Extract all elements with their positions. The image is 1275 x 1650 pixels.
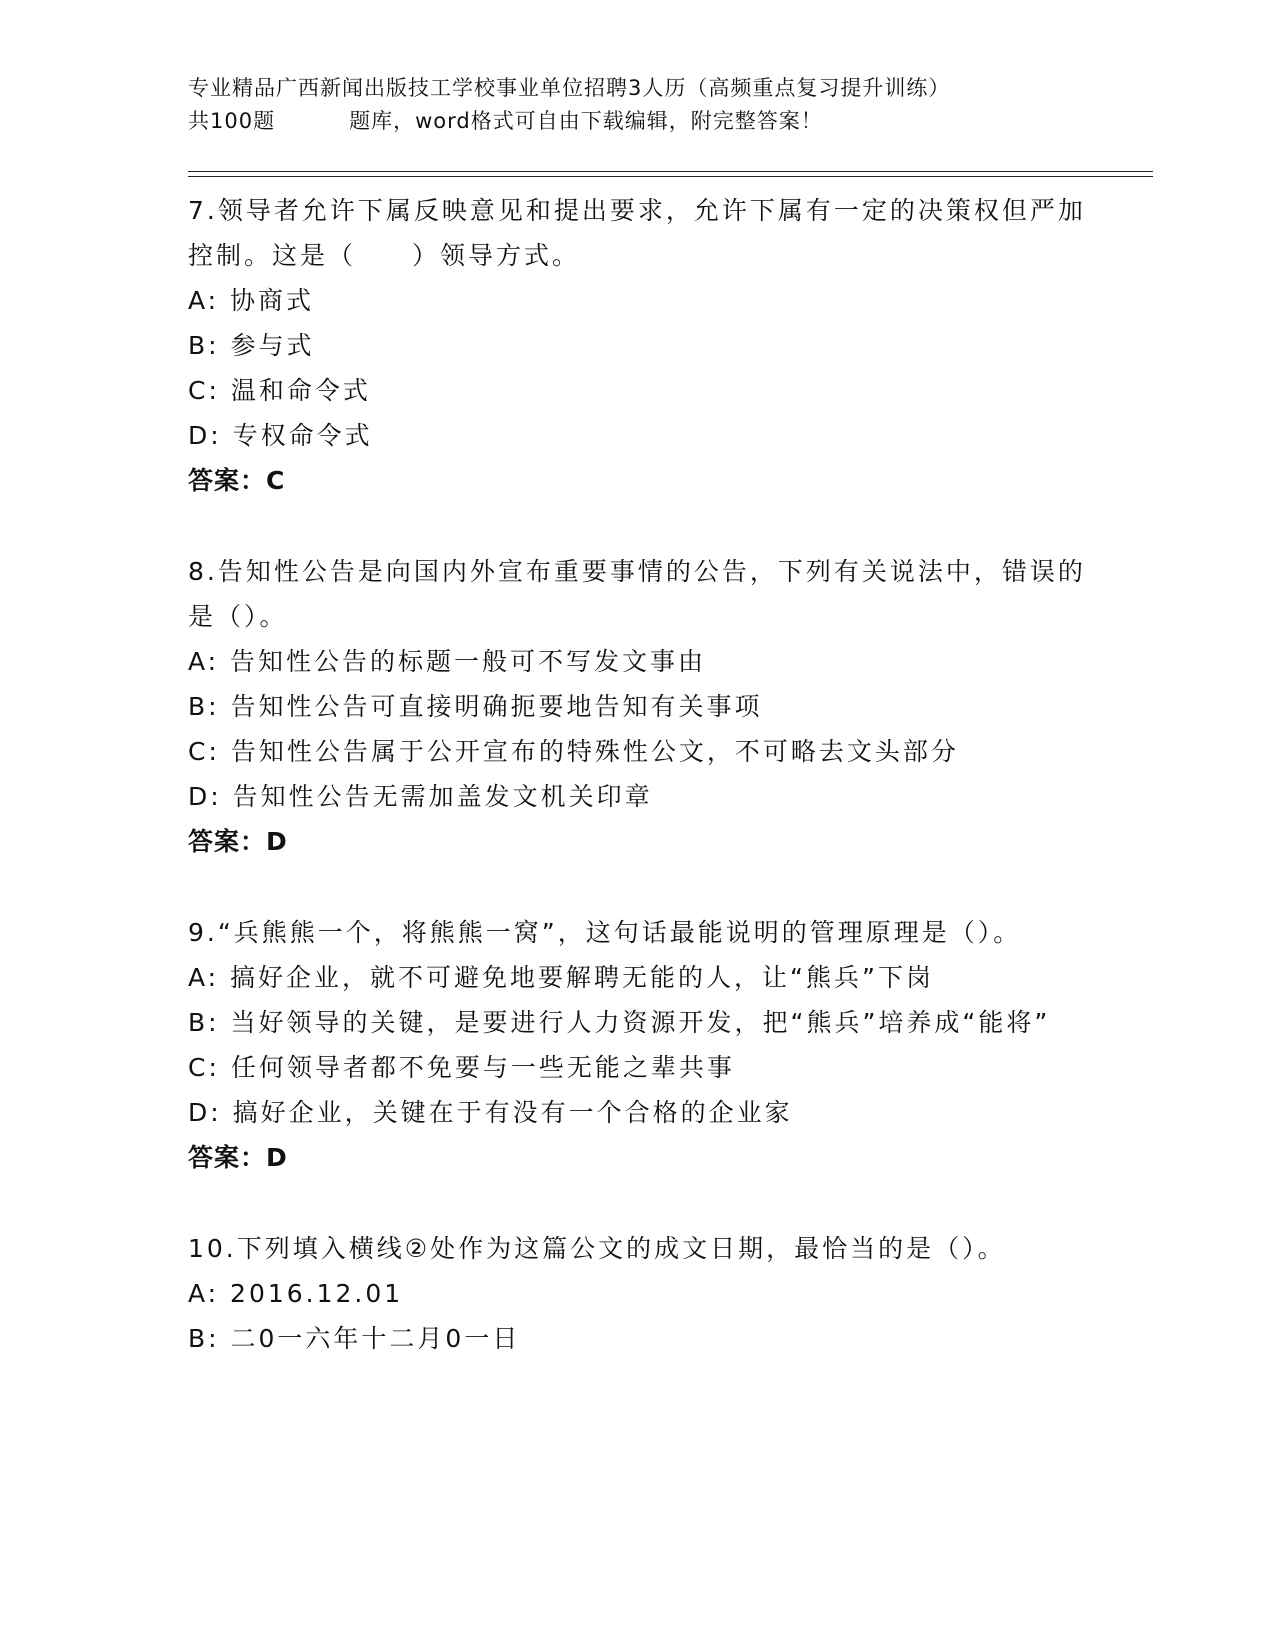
option-d: D: 专权命令式 bbox=[188, 421, 373, 450]
option-c: C: 告知性公告属于公开宣布的特殊性公文，不可略去文头部分 bbox=[188, 737, 959, 766]
answer: 答案：D bbox=[188, 1143, 288, 1172]
option-c: C: 任何领导者都不免要与一些无能之辈共事 bbox=[188, 1053, 735, 1082]
question-list bbox=[188, 188, 1088, 1406]
question-7 bbox=[188, 188, 1088, 504]
option-b: B: 当好领导的关键，是要进行人力资源开发，把“熊兵”培养成“能将” bbox=[188, 1008, 1051, 1037]
option-d: D: 搞好企业，关键在于有没有一个合格的企业家 bbox=[188, 1098, 793, 1127]
option-b: B: 告知性公告可直接明确扼要地告知有关事项 bbox=[188, 692, 763, 721]
header-question-count: 共100题 bbox=[188, 109, 276, 133]
header-divider-top bbox=[188, 171, 1153, 172]
question-stem: 10.下列填入横线②处作为这篇公文的成文日期，最恰当的是（）。 bbox=[188, 1234, 1006, 1263]
question-9 bbox=[188, 910, 1088, 1181]
header-title: 专业精品广西新闻出版技工学校事业单位招聘3人历（高频重点复习提升训练） bbox=[188, 76, 951, 100]
document-header bbox=[188, 72, 1088, 138]
header-divider-bottom bbox=[188, 176, 1153, 177]
option-b: B: 二0一六年十二月0一日 bbox=[188, 1324, 521, 1353]
answer: 答案：D bbox=[188, 827, 288, 856]
question-10 bbox=[188, 1226, 1088, 1361]
question-stem: 7.领导者允许下属反映意见和提出要求，允许下属有一定的决策权但严加控制。这是（ ）领导方式。 bbox=[188, 196, 1086, 270]
option-a: A: 告知性公告的标题一般可不写发文事由 bbox=[188, 647, 707, 676]
option-b: B: 参与式 bbox=[188, 331, 315, 360]
question-stem: 8.告知性公告是向国内外宣布重要事情的公告，下列有关说法中，错误的是（）。 bbox=[188, 557, 1086, 631]
header-description: 题库，word格式可自由下载编辑，附完整答案！ bbox=[349, 109, 823, 133]
question-8 bbox=[188, 549, 1088, 865]
option-c: C: 温和命令式 bbox=[188, 376, 371, 405]
option-a: A: 搞好企业，就不可避免地要解聘无能的人，让“熊兵”下岗 bbox=[188, 963, 934, 992]
answer: 答案：C bbox=[188, 466, 286, 495]
option-d: D: 告知性公告无需加盖发文机关印章 bbox=[188, 782, 653, 811]
question-stem: 9.“兵熊熊一个，将熊熊一窝”，这句话最能说明的管理原理是（）。 bbox=[188, 918, 1022, 947]
header-subtitle bbox=[188, 105, 1088, 138]
option-a: A: 协商式 bbox=[188, 286, 315, 315]
option-a: A: 2016.12.01 bbox=[188, 1279, 404, 1308]
